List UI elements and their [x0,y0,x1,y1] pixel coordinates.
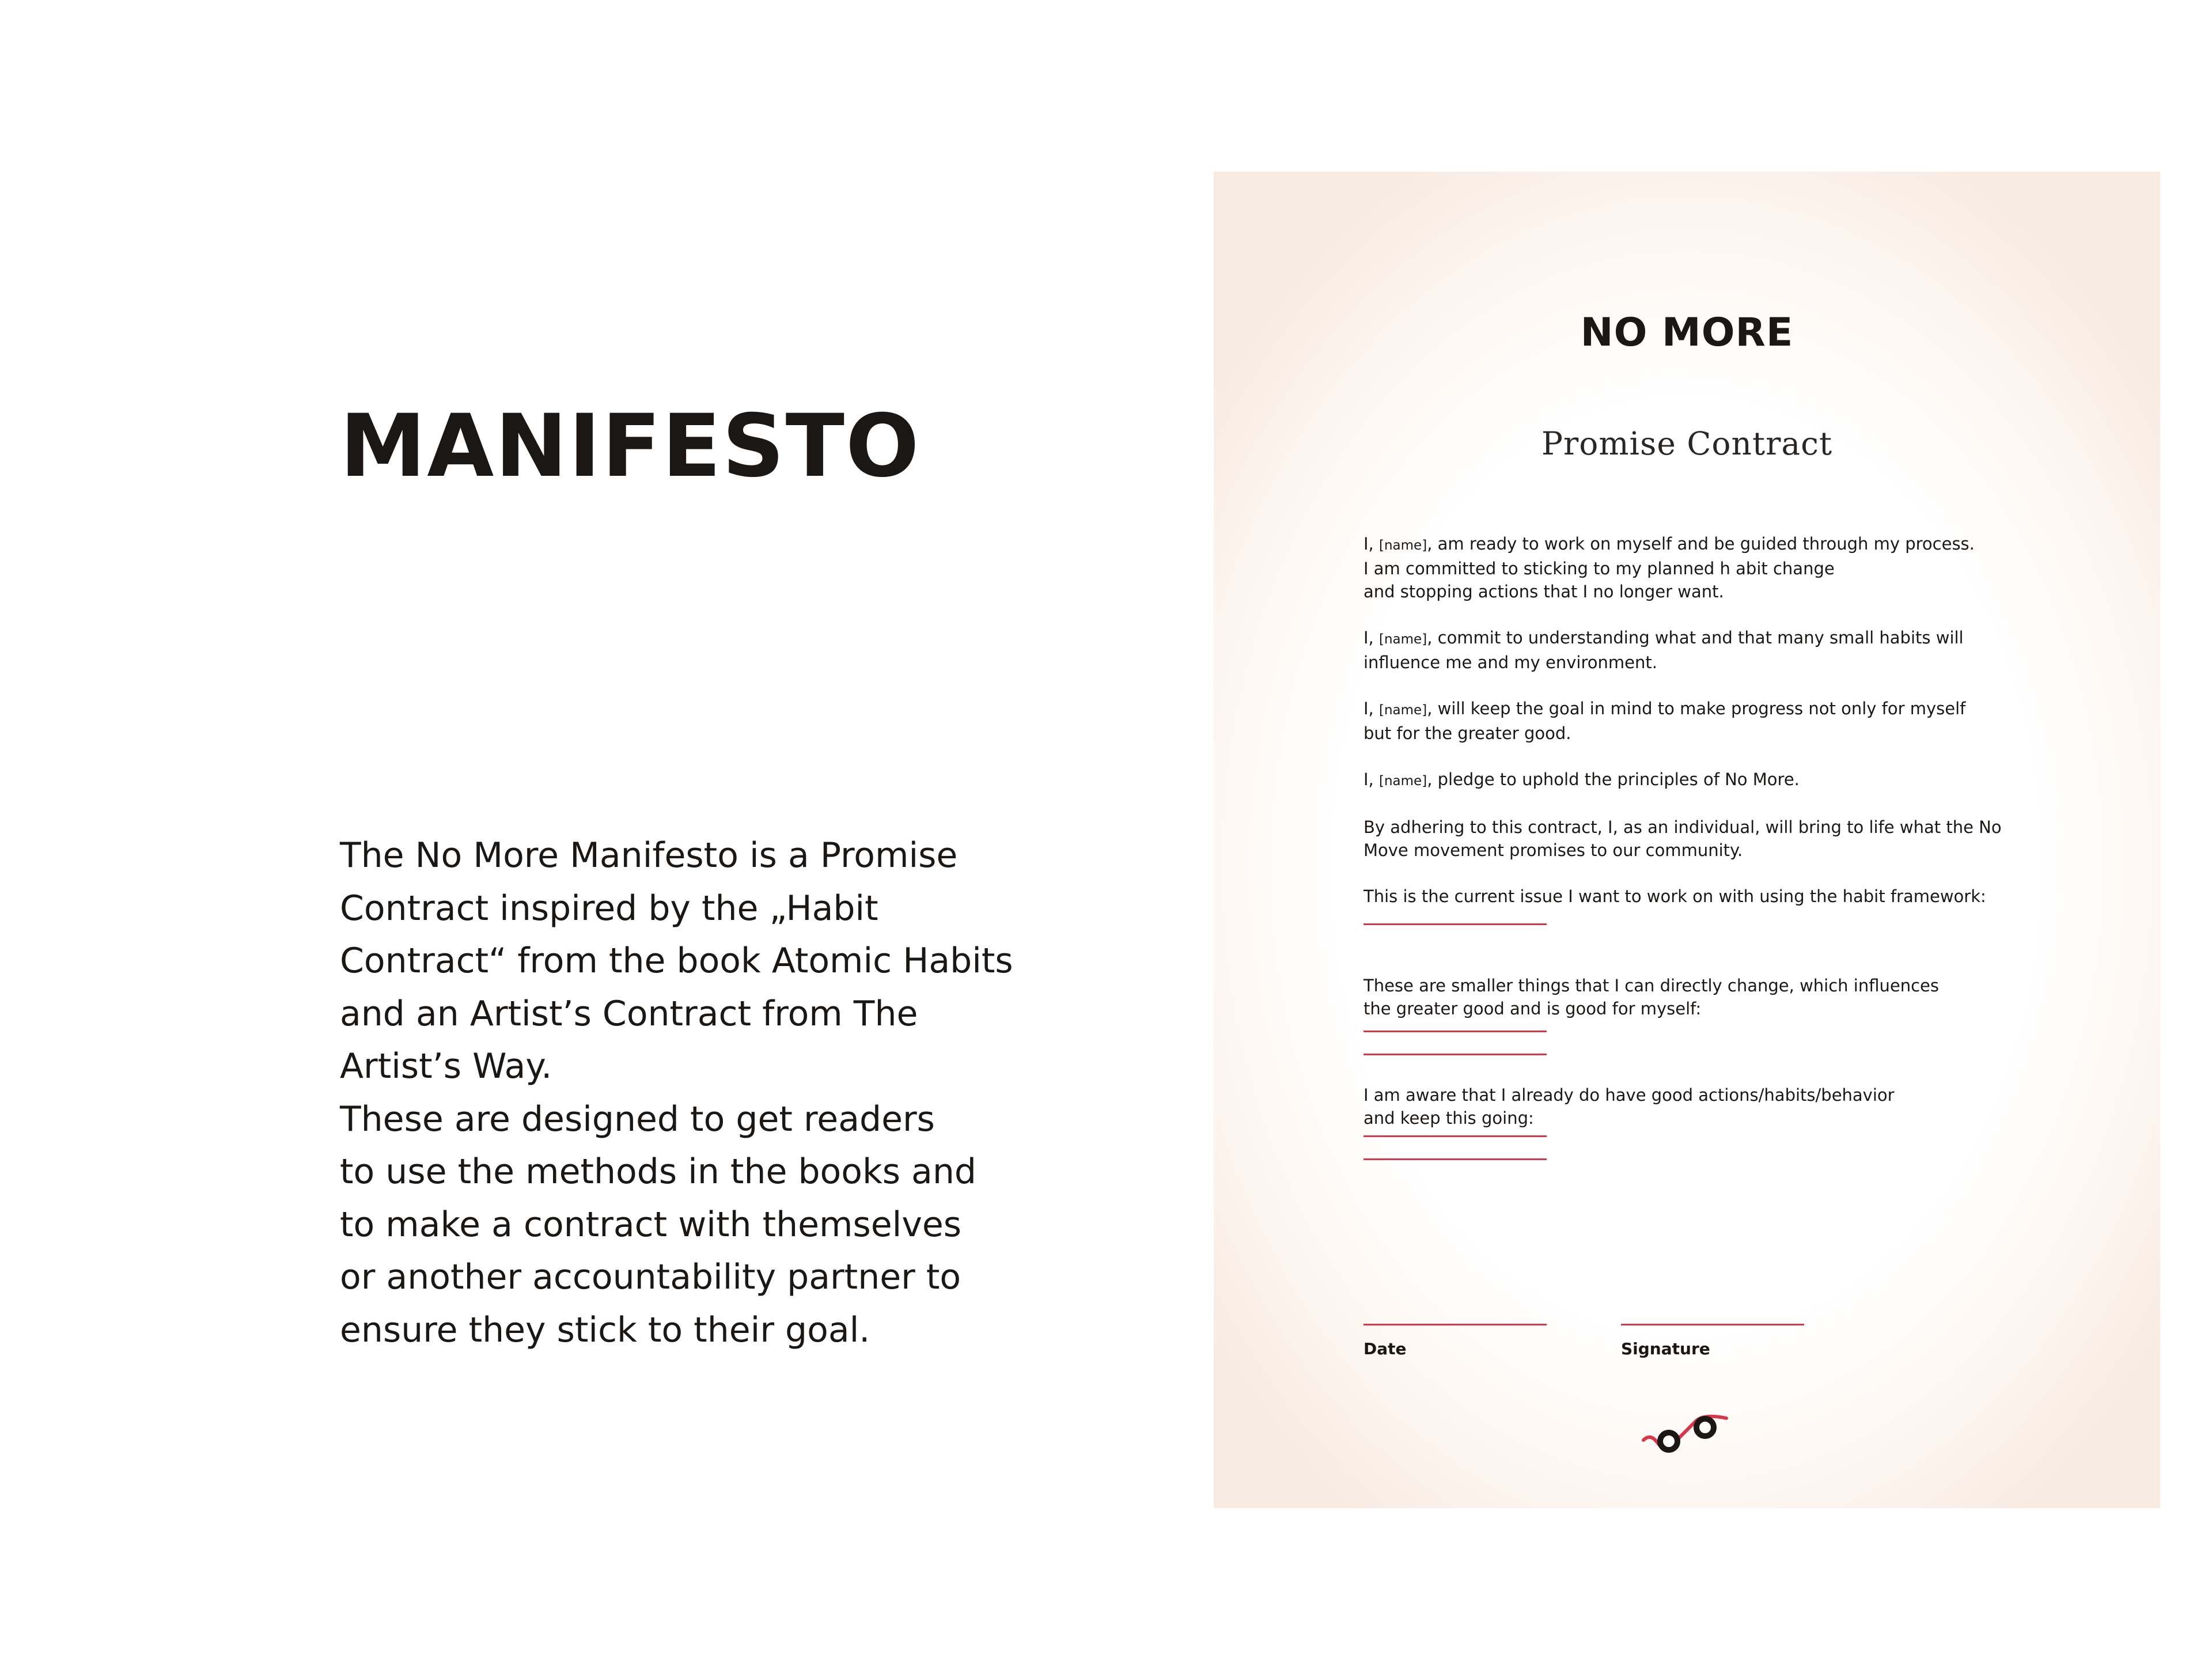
aware-fill-line-1 [1363,1135,1547,1137]
intro-line: The No More Manifesto is a Promise [340,835,958,876]
signature-label: Signature [1621,1339,1710,1358]
aware-fill-line-2 [1363,1158,1547,1160]
intro-line: to use the methods in the books and [340,1152,976,1192]
contract-paragraph-pledge: I, [name], pledge to uphold the principles of No More. [1363,770,1800,789]
date-label: Date [1363,1339,1407,1358]
name-placeholder: [name] [1379,632,1427,647]
intro-line: ensure they stick to their goal. [340,1309,870,1350]
intro-line: to make a contract with themselves [340,1204,962,1245]
date-field [1363,1324,1547,1358]
promise-contract-sheet [1214,172,2160,1508]
no-more-logo-icon [1640,1410,1738,1468]
name-placeholder: [name] [1379,774,1427,789]
name-placeholder: [name] [1379,703,1427,718]
intro-line: and an Artist’s Contract from The [340,993,918,1034]
date-line [1363,1324,1547,1325]
name-placeholder: [name] [1379,538,1427,553]
issue-fill-line [1363,923,1547,925]
signature-line [1621,1324,1804,1325]
intro-line: These are designed to get readers [340,1099,935,1139]
contract-paragraph-goal: I, [name], will keep the goal in mind to make progress not only for myself but for the greater good. [1363,699,1966,743]
smaller-fill-line-1 [1363,1031,1547,1032]
intro-line: or another accountability partner to [340,1257,961,1297]
contract-smaller-prompt: These are smaller things that I can directly change, which influences the greater good and is good for myself: [1363,976,1939,1018]
manifesto-intro [340,830,1089,1357]
contract-issue-prompt: This is the current issue I want to work on with using the habit framework: [1363,887,1986,906]
contract-paragraph-commit: I, [name], commit to understanding what and that many small habits will influence me and my environment. [1363,628,1964,672]
contract-subtitle: Promise Contract [1541,425,1833,462]
intro-line: Contract inspired by the „Habit [340,888,878,929]
smaller-fill-line-2 [1363,1054,1547,1055]
contract-paragraph-ready: I, [name], am ready to work on myself and be guided through my process. I am committed to sticking to my planned h abit change and stopping actions that I no longer want. [1363,534,1975,601]
contract-paragraph-adhering: By adhering to this contract, I, as an individual, will bring to life what the No Move movement promises to our community. [1363,817,2002,860]
intro-line: Artist’s Way. [340,1046,552,1086]
contract-body [1363,532,2078,1160]
contract-brand: NO MORE [1580,310,1794,355]
intro-line: Contract“ from the book Atomic Habits [340,941,1013,981]
signature-field [1621,1324,1804,1358]
manifesto-title: MANIFESTO [340,396,921,497]
contract-aware-prompt: I am aware that I already do have good actions/habits/behavior and keep this going: [1363,1085,1895,1128]
